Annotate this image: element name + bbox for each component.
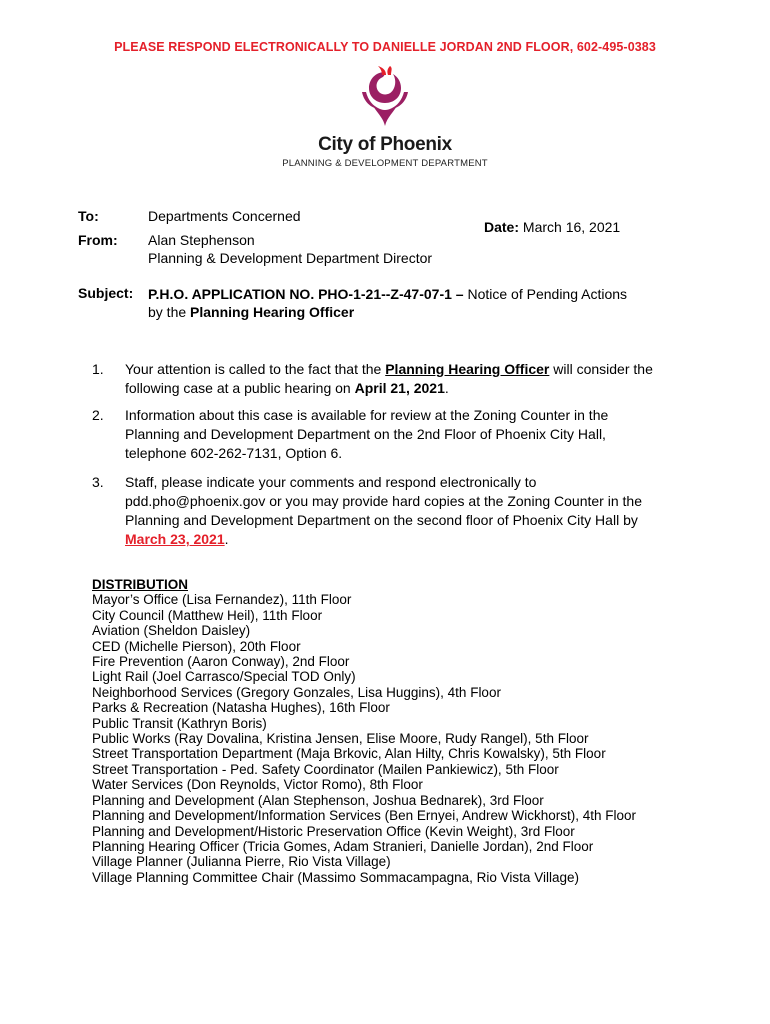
from-label: From: [78, 232, 118, 248]
application-number: P.H.O. APPLICATION NO. PHO-1-21--Z-47-07-1 – [148, 286, 464, 302]
from-title: Planning & Development Department Director [148, 250, 433, 266]
distribution-entry: Light Rail (Joel Carrasco/Special TOD Only) [92, 669, 356, 685]
memo-date [484, 219, 620, 235]
distribution-entry: Neighborhood Services (Gregory Gonzales, Lisa Huggins), 4th Floor [92, 684, 501, 700]
item-number-2: 2. [92, 407, 104, 423]
to-label: To: [78, 208, 99, 224]
distribution-entry: Public Transit (Kathryn Boris) [92, 715, 267, 731]
distribution-list [92, 577, 732, 885]
item-number-3: 3. [92, 474, 104, 490]
distribution-entry: Public Works (Ray Dovalina, Kristina Jensen, Elise Moore, Rudy Rangel), 5th Floor [92, 731, 589, 747]
distribution-entry: Street Transportation Department (Maja Brkovic, Alan Hilty, Chris Kowalsky), 5th Floor [92, 746, 606, 762]
item-3-text: Staff, please indicate your comments and respond electronically to pdd.pho@phoenix.gov or you may provide hard copies at the Zoning Counter in the Planning and Development Department on the second floor of Phoenix City Hall by March 23, 2021. [125, 474, 642, 547]
item-number-1: 1. [92, 361, 104, 377]
distribution-entry: Planning and Development/Historic Preservation Office (Kevin Weight), 3rd Floor [92, 823, 575, 839]
distribution-entry: Parks & Recreation (Natasha Hughes), 16th Floor [92, 700, 390, 716]
distribution-title: DISTRIBUTION [92, 577, 188, 592]
response-deadline: March 23, 2021 [125, 531, 225, 547]
respond-banner: PLEASE RESPOND ELECTRONICALLY TO DANIELLE JORDAN 2ND FLOOR, 602-495-0383 [114, 40, 656, 54]
planning-hearing-officer-link: Planning Hearing Officer [385, 361, 550, 377]
city-name: City of Phoenix [318, 134, 452, 155]
date-value: March 16, 2021 [522, 219, 621, 235]
from-name: Alan Stephenson [148, 232, 255, 248]
distribution-entry: Planning and Development (Alan Stephenson, Joshua Bednarek), 3rd Floor [92, 792, 544, 808]
date-label: Date: [484, 219, 520, 235]
distribution-entry: Village Planner (Julianna Pierre, Rio Vista Village) [92, 854, 391, 870]
subject-line2-prefix: by the [148, 304, 191, 320]
distribution-entry: Planning Hearing Officer (Tricia Gomes, Adam Stranieri, Danielle Jordan), 2nd Floor [92, 838, 594, 854]
distribution-entry: Planning and Development/Information Services (Ben Ernyei, Andrew Wickhorst), 4th Floor [92, 808, 637, 824]
subject-description: Notice of Pending Actions [463, 286, 628, 302]
distribution-entry: Water Services (Don Reynolds, Victor Romo), 8th Floor [92, 777, 423, 793]
distribution-entry: City Council (Matthew Heil), 11th Floor [92, 607, 323, 623]
subject-label: Subject: [78, 285, 134, 301]
distribution-entry: Village Planning Committee Chair (Massimo Sommacampagna, Rio Vista Village) [92, 869, 579, 885]
distribution-entry: Street Transportation - Ped. Safety Coordinator (Mailen Pankiewicz), 5th Floor [92, 761, 559, 777]
subject-officer: Planning Hearing Officer [190, 304, 355, 320]
from-value [148, 231, 432, 267]
department-name: PLANNING & DEVELOPMENT DEPARTMENT [282, 158, 488, 169]
to-value: Departments Concerned [148, 208, 301, 224]
item-1-text: Your attention is called to the fact that the Planning Hearing Officer will consider the following case at a public hearing on April 21, 2021. [125, 361, 653, 396]
distribution-entry: Mayor’s Office (Lisa Fernandez), 11th Floor [92, 592, 352, 608]
phoenix-bird-icon [352, 62, 418, 128]
subject-text [148, 285, 708, 321]
hearing-date: April 21, 2021 [354, 380, 445, 396]
distribution-entry: Fire Prevention (Aaron Conway), 2nd Floor [92, 654, 350, 670]
item-2-text: Information about this case is available for review at the Zoning Counter in the Planning and Development Department on the 2nd Floor of Phoenix City Hall, telephone 602-262-7131, Option 6. [125, 407, 609, 461]
distribution-entry: CED (Michelle Pierson), 20th Floor [92, 638, 301, 654]
distribution-entry: Aviation (Sheldon Daisley) [92, 623, 251, 639]
